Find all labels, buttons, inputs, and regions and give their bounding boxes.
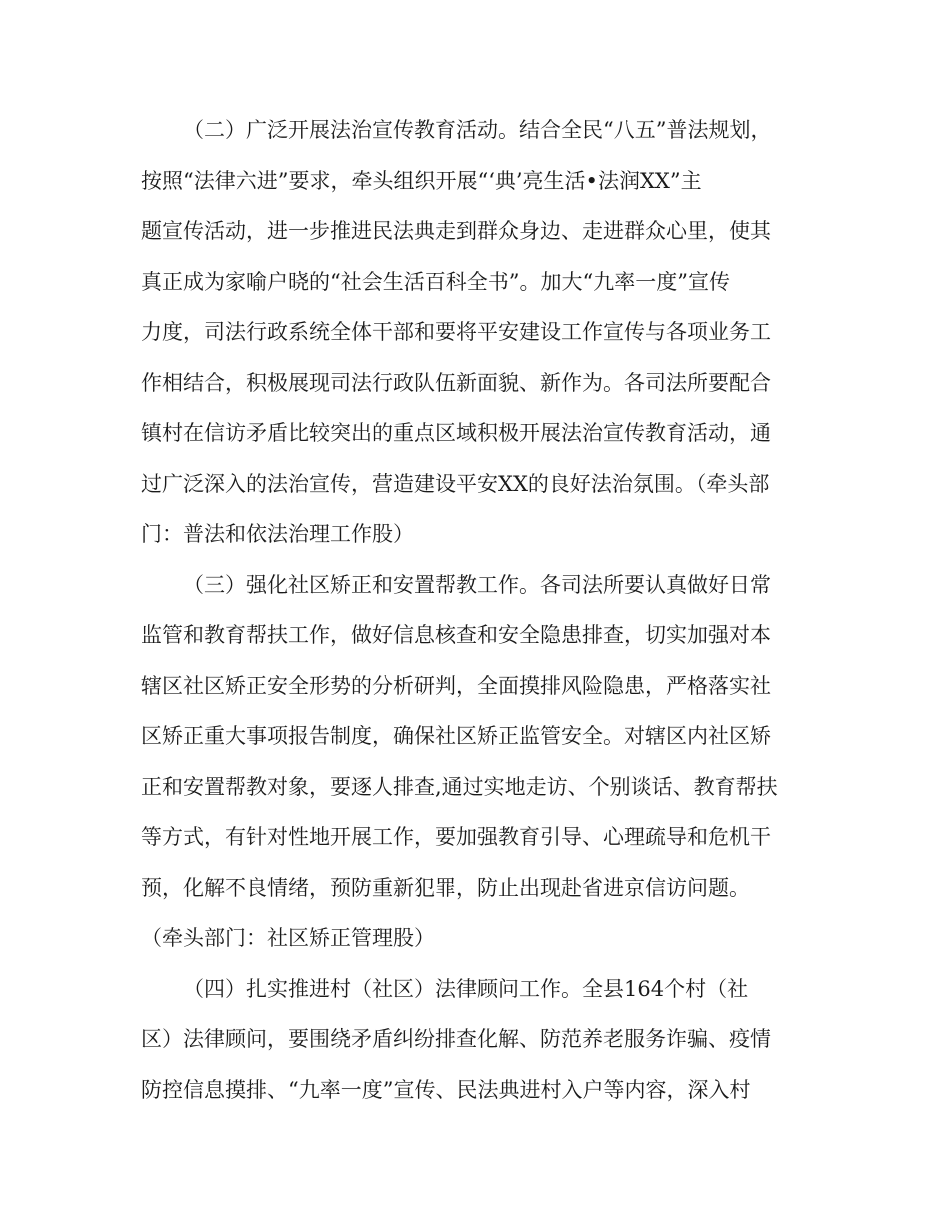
paragraph-2-line-3: 题宣传活动，进一步推进民法典走到群众身边、走进群众心里，使其 [141, 219, 771, 243]
paragraph-3-line-2: 监管和教育帮扶工作，做好信息核查和安全隐患排查，切实加强对本 [141, 623, 771, 647]
paragraph-2-line-5: 力度，司法行政系统全体干部和要将平安建设工作宣传与各项业务工 [141, 320, 771, 344]
paragraph-3-line-6: 等方式，有针对性地开展工作，要加强教育引导、心理疏导和危机干 [141, 825, 771, 849]
paragraph-3-line-7: 预，化解不良情绪，预防重新犯罪，防止出现赴省进京信访问题。 [141, 875, 750, 900]
paragraph-3-line-5: 正和安置帮教对象，要逐人排查,通过实地走访、个别谈话、教育帮扶 [141, 774, 778, 799]
paragraph-2-line-1: （二）广泛开展法治宣传教育活动。结合全民“八五”普法规划， [183, 118, 772, 142]
paragraph-4-line-3: 防控信息摸排、“九率一度”宣传、民法典进村入户等内容，深入村 [141, 1077, 751, 1102]
paragraph-3-line-1: （三）强化社区矫正和安置帮教工作。各司法所要认真做好日常 [183, 572, 771, 597]
paragraph-3-line-3: 辖区社区矫正安全形势的分析研判，全面摸排风险隐患，严格落实社 [141, 673, 771, 698]
paragraph-3-line-4: 区矫正重大事项报告制度，确保社区矫正监管安全。对辖区内社区矫 [141, 724, 771, 748]
paragraph-3-line-8: （牵头部门：社区矫正管理股） [141, 926, 435, 950]
paragraph-2-line-2: 按照“法律六进”要求，牵头组织开展“‘典’亮生活•法润XX”主 [141, 168, 702, 193]
paragraph-2-line-8: 过广泛深入的法治宣传，营造建设平安XX的良好法治氛围。（牵头部 [141, 471, 770, 496]
paragraph-4-line-2: 区）法律顾问，要围绕矛盾纠纷排查化解、防范养老服务诈骗、疫情 [141, 1027, 771, 1051]
paragraph-2-line-9: 门：普法和依法治理工作股） [141, 522, 414, 546]
paragraph-2-line-4: 真正成为家喻户晓的“社会生活百科全书”。加大“九率一度”宣传 [141, 269, 730, 294]
paragraph-2-line-6: 作相结合，积极展现司法行政队伍新面貌、新作为。各司法所要配合 [141, 370, 771, 395]
paragraph-2-line-7: 镇村在信访矛盾比较突出的重点区域积极开展法治宣传教育活动，通 [141, 421, 771, 445]
paragraph-4-line-1: （四）扎实推进村（社区）法律顾问工作。全县164个村（社 [183, 976, 749, 1001]
document-body [141, 105, 811, 1115]
